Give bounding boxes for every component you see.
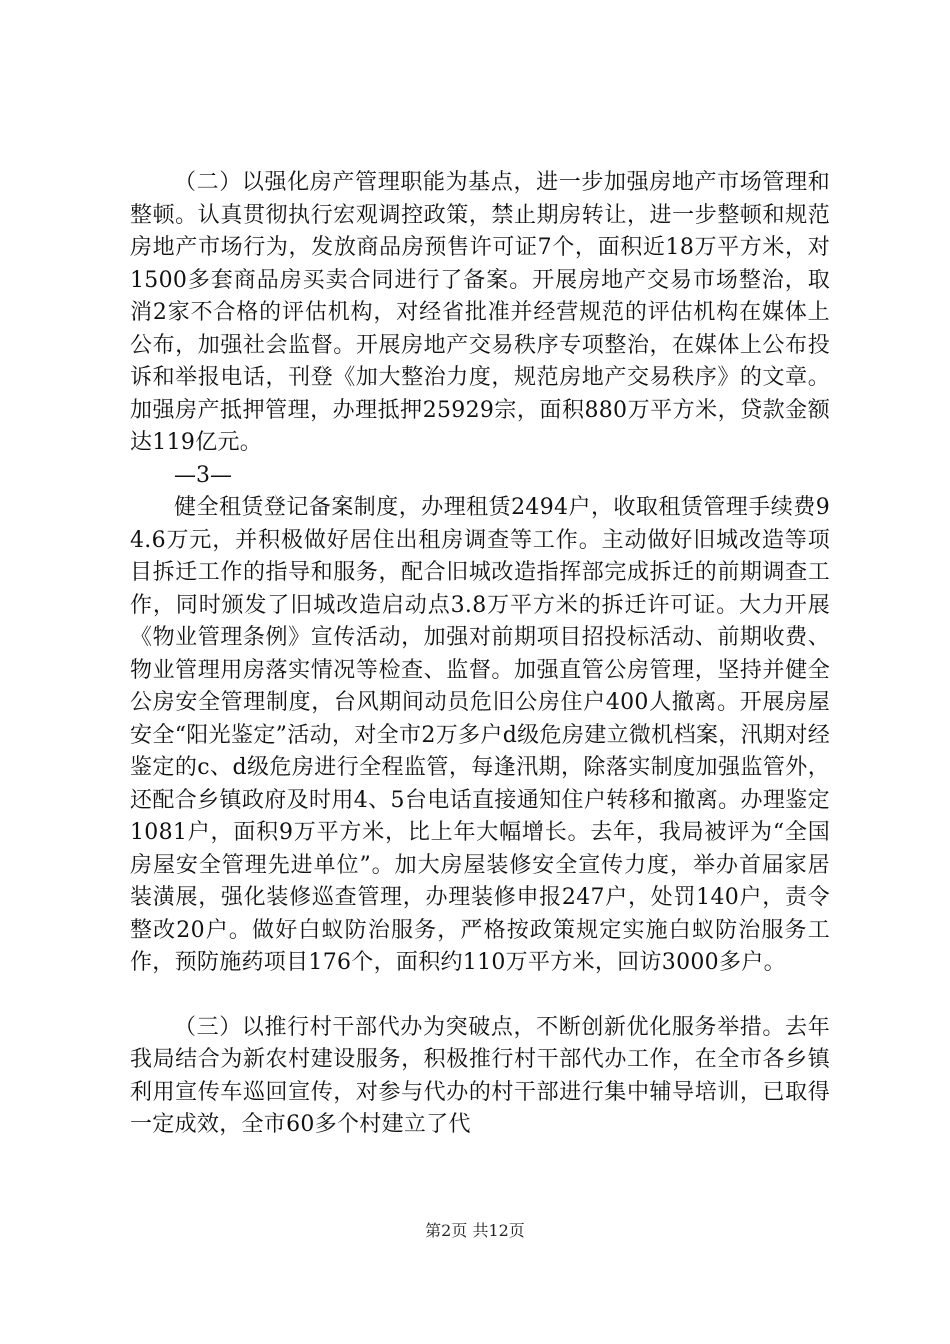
document-body xyxy=(130,167,830,1142)
paragraph-rental-registration: 健全租赁登记备案制度，办理租赁2494户，收取租赁管理手续费94.6万元，并积极做好居住出租房调查等工作。主动做好旧城改造等项目拆迁工作的指导和服务，配合旧城改造指挥部完成拆迁的前期调查工作，同时颁发了旧城改造启动点3.8万平方米的拆迁许可证。大力开展《物业管理条例》宣传活动，加强对前期项目招投标活动、前期收费、物业管理用房落实情况等检查、监督。加强直管公房管理，坚持并健全公房安全管理制度，台风期间动员危旧公房住户400人撤离。开展房屋安全“阳光鉴定”活动，对全市2万多户d级危房建立微机档案，汛期对经鉴定的c、d级危房进行全程监管，每逢汛期，除落实制度加强监管外，还配合乡镇政府及时用4、5台电话直接通知住户转移和撤离。办理鉴定1081户，面积9万平方米，比上年大幅增长。去年，我局被评为“全国房屋安全管理先进单位”。加大房屋装修安全宣传力度，举办首届家居装潢展，强化装修巡查管理，办理装修申报247户，处罚140户，责令整改20户。做好白蚁防治服务，严格按政策规定实施白蚁防治服务工作，预防施药项目176个，面积约110万平方米，回访3000多户。 xyxy=(130,495,830,975)
inline-page-number: —3— xyxy=(174,462,232,488)
page-footer: 第2页 共12页 xyxy=(425,1221,525,1240)
paragraph-village-agency: （三）以推行村干部代办为突破点，不断创新优化服务举措。去年我局结合为新农村建设服务，积极推行村干部代办工作，在全市各乡镇利用宣传车巡回宣传，对参与代办的村干部进行集中辅导培训，已取得一定成效，全市60多个村建立了代 xyxy=(130,1014,830,1137)
paragraph-property-management: （二）以强化房产管理职能为基点，进一步加强房地产市场管理和整顿。认真贯彻执行宏观调控政策，禁止期房转让，进一步整顿和规范房地产市场行为，发放商品房预售许可证7个，面积近18万平方米，对1500多套商品房买卖合同进行了备案。开展房地产交易市场整治，取消2家不合格的评估机构，对经省批准并经营规范的评估机构在媒体上公布，加强社会监督。开展房地产交易秩序专项整治，在媒体上公布投诉和举报电话，刊登《加大整治力度，规范房地产交易秩序》的文章。加强房产抵押管理，办理抵押25929宗，面积880万平方米，贷款金额达119亿元。 xyxy=(130,170,830,455)
paragraph-gap xyxy=(130,980,830,1012)
